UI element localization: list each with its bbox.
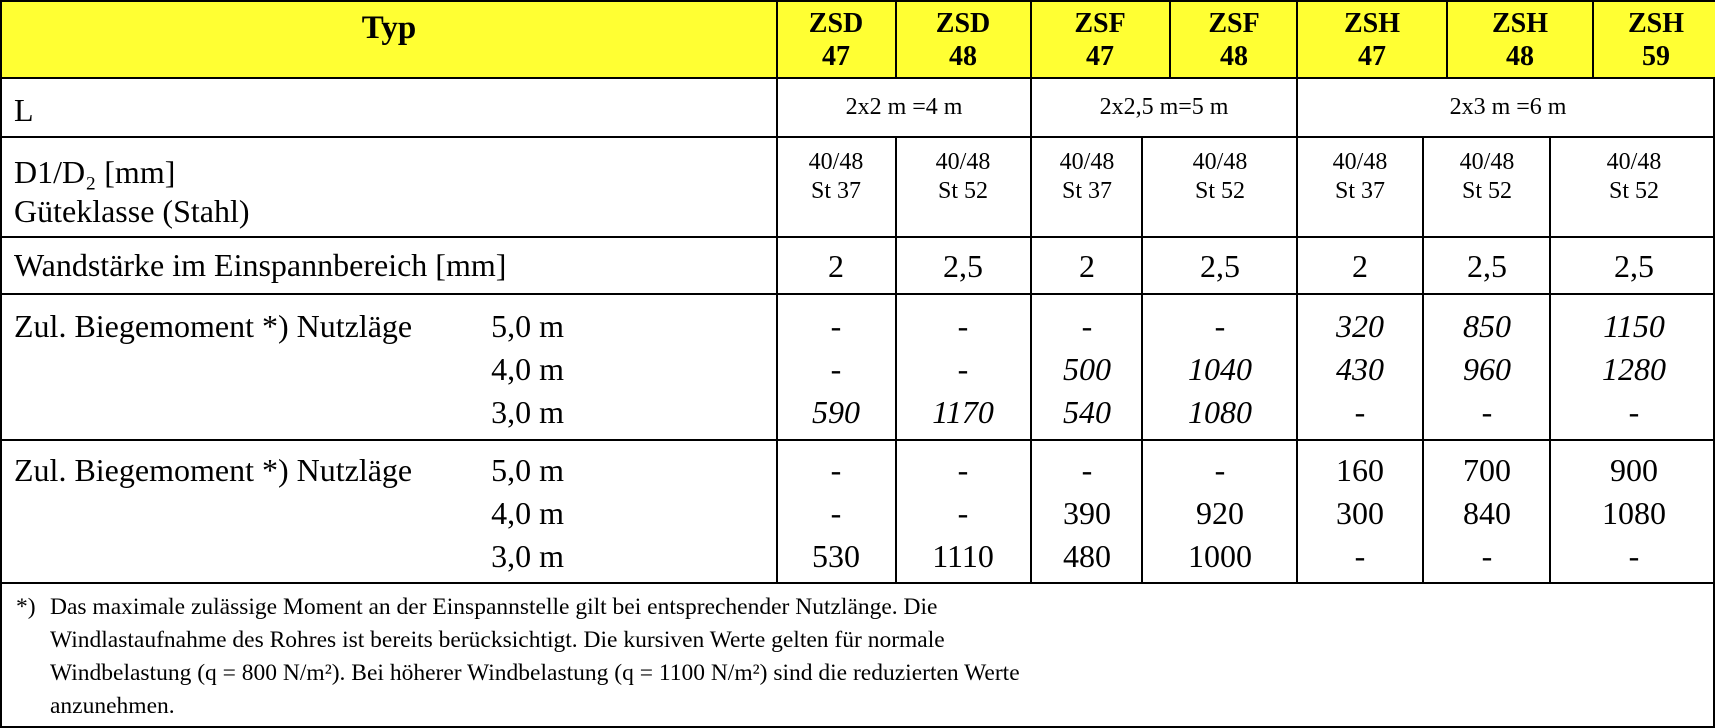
steel-grade-value: St 37	[810, 178, 862, 204]
footnote-line: anzunehmen.	[50, 693, 175, 719]
rule	[1141, 136, 1143, 582]
rule	[2, 236, 1715, 238]
footnote-line: Windbelastung (q = 800 N/m²). Bei höherer Windbelastung (q = 1100 N/m²) sind die reduzierten Werte	[50, 660, 1020, 686]
moment-reduced-value: 530	[812, 538, 860, 574]
moment-normal-value: 1080	[1188, 394, 1252, 430]
moment-normal-value: -	[1354, 394, 1366, 430]
length-group: 2x2,5 m=5 m	[1099, 94, 1229, 120]
moment-reduced-label: Zul. Biegemoment *) Nutzläge	[14, 452, 413, 488]
rule	[2, 439, 1715, 441]
moment-normal-value: -	[830, 351, 842, 387]
moment-normal-value: -	[1628, 394, 1640, 430]
moment-reduced-value: -	[1081, 452, 1093, 488]
moment-normal-value: -	[1081, 308, 1093, 344]
length-group: 2x3 m =6 m	[1449, 94, 1567, 120]
rule	[2, 582, 1715, 584]
moment-reduced-value: 1080	[1602, 495, 1666, 531]
rule	[1446, 2, 1448, 77]
moment-reduced-length: 4,0 m	[491, 495, 564, 531]
moment-reduced-value: 300	[1336, 495, 1384, 531]
wall-thickness-value: 2,5	[1467, 248, 1507, 284]
moment-reduced-value: -	[830, 495, 842, 531]
moment-reduced-value: 920	[1196, 495, 1244, 531]
moment-normal-value: 1280	[1602, 351, 1666, 387]
moment-reduced-value: 390	[1063, 495, 1111, 531]
moment-reduced-value: -	[1628, 538, 1640, 574]
type-header: ZSH 59	[1627, 8, 1685, 72]
rule	[1549, 136, 1551, 582]
moment-normal-value: 430	[1336, 351, 1384, 387]
diameter-value: 40/48	[1192, 149, 1248, 175]
diameter-value: 40/48	[808, 149, 864, 175]
length-label: L	[14, 92, 34, 128]
moment-normal-value: 500	[1063, 351, 1111, 387]
steel-grade-value: St 37	[1334, 178, 1386, 204]
diameter-label: D1/D₂ [mm]	[14, 154, 176, 190]
footnote-line: Das maximale zulässige Moment an der Einspannstelle gilt bei entsprechender Nutzlänge. Die	[50, 594, 938, 620]
type-header: ZSH 48	[1491, 8, 1549, 72]
moment-reduced-value: -	[830, 452, 842, 488]
diameter-value: 40/48	[935, 149, 991, 175]
moment-reduced-length: 5,0 m	[491, 452, 564, 488]
type-header: ZSH 47	[1343, 8, 1401, 72]
rule	[1169, 2, 1171, 77]
moment-reduced-value: -	[957, 495, 969, 531]
diameter-value: 40/48	[1332, 149, 1388, 175]
rule	[1030, 2, 1032, 582]
type-header: ZSF 47	[1074, 8, 1126, 72]
type-header: ZSD 48	[935, 8, 991, 72]
moment-reduced-value: -	[1214, 452, 1226, 488]
moment-reduced-value: 900	[1610, 452, 1658, 488]
header-typ: Typ	[361, 10, 417, 46]
rule	[2, 136, 1715, 138]
moment-normal-length: 5,0 m	[491, 308, 564, 344]
steel-grade-label: Güteklasse (Stahl)	[14, 193, 250, 229]
moment-reduced-length: 3,0 m	[491, 538, 564, 574]
steel-grade-value: St 52	[937, 178, 989, 204]
moment-normal-value: -	[1481, 394, 1493, 430]
moment-normal-value: 1170	[932, 394, 994, 430]
rule	[1592, 2, 1594, 77]
moment-reduced-value: 840	[1463, 495, 1511, 531]
steel-grade-value: St 52	[1194, 178, 1246, 204]
rule	[895, 136, 897, 582]
moment-normal-value: -	[830, 308, 842, 344]
moment-normal-value: 540	[1063, 394, 1111, 430]
moment-normal-length: 4,0 m	[491, 351, 564, 387]
diameter-value: 40/48	[1606, 149, 1662, 175]
moment-normal-value: 850	[1463, 308, 1511, 344]
rule	[895, 2, 897, 77]
type-header: ZSD 47	[808, 8, 864, 72]
steel-grade-value: St 52	[1461, 178, 1513, 204]
moment-reduced-value: -	[1481, 538, 1493, 574]
moment-reduced-value: -	[1354, 538, 1366, 574]
steel-grade-value: St 52	[1608, 178, 1660, 204]
moment-normal-value: 590	[812, 394, 860, 430]
moment-normal-value: -	[1214, 308, 1226, 344]
rule	[1296, 2, 1298, 582]
moment-normal-label: Zul. Biegemoment *) Nutzläge	[14, 308, 413, 344]
moment-normal-value: -	[957, 308, 969, 344]
diameter-value: 40/48	[1459, 149, 1515, 175]
moment-normal-value: 1150	[1603, 308, 1665, 344]
footnote-marker: *)	[16, 594, 36, 620]
length-group: 2x2 m =4 m	[845, 94, 963, 120]
footnote-line: Windlastaufnahme des Rohres ist bereits berücksichtigt. Die kursiven Werte gelten für normale	[50, 627, 945, 653]
moment-normal-value: -	[957, 351, 969, 387]
moment-normal-value: 960	[1463, 351, 1511, 387]
moment-reduced-value: 1110	[932, 538, 994, 574]
moment-normal-length: 3,0 m	[491, 394, 564, 430]
moment-normal-value: 1040	[1188, 351, 1252, 387]
wall-thickness-value: 2	[828, 248, 844, 284]
wall-thickness-value: 2,5	[1200, 248, 1240, 284]
rule	[2, 293, 1715, 295]
moment-reduced-value: 1000	[1188, 538, 1252, 574]
rule	[1422, 136, 1424, 582]
wall-thickness-value: 2	[1352, 248, 1368, 284]
moment-reduced-value: 480	[1063, 538, 1111, 574]
moment-normal-value: 320	[1336, 308, 1384, 344]
moment-reduced-value: 700	[1463, 452, 1511, 488]
wall-thickness-value: 2,5	[943, 248, 983, 284]
wall-thickness-value: 2,5	[1614, 248, 1654, 284]
moment-reduced-value: 160	[1336, 452, 1384, 488]
steel-grade-value: St 37	[1061, 178, 1113, 204]
rule	[776, 2, 778, 582]
rule	[2, 77, 1715, 79]
diameter-value: 40/48	[1059, 149, 1115, 175]
wall-thickness-value: 2	[1079, 248, 1095, 284]
type-header: ZSF 48	[1208, 8, 1260, 72]
moment-reduced-value: -	[957, 452, 969, 488]
wall-thickness-label: Wandstärke im Einspannbereich [mm]	[14, 247, 507, 283]
